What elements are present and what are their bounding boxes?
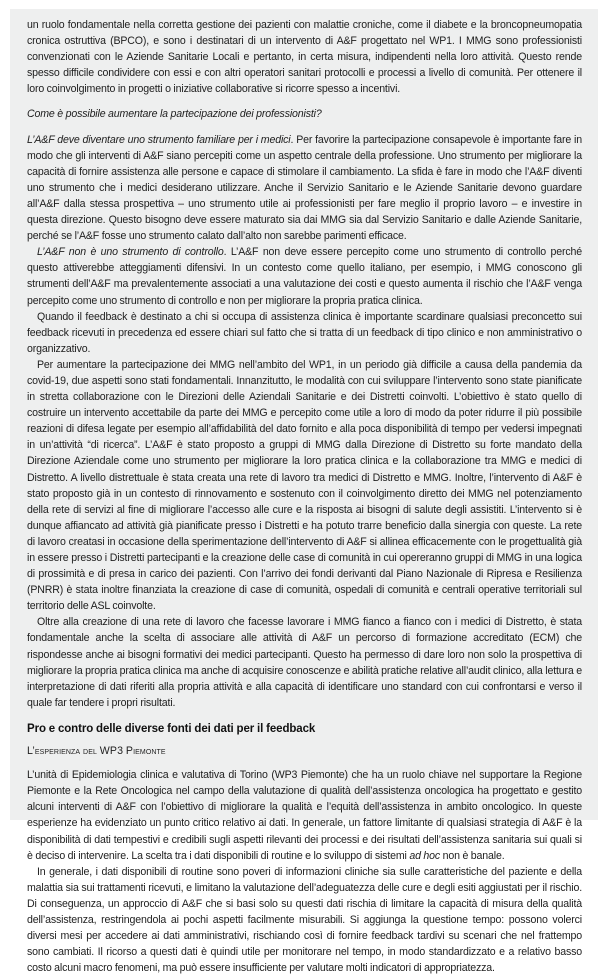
document-body <box>27 17 582 976</box>
paragraph-lead: L’A&F non è uno strumento di controllo <box>37 246 224 259</box>
paragraph-italic: ad hoc <box>409 849 441 862</box>
paragraph-routine-data: In generale, i dati disponibili di routine sono poveri di informazioni cliniche sia sulle caratteristiche del paziente e della malattia sia sui trattamenti ricevuti, e limitano la valutazione dell’adeguatezza delle cure e degli esiti aggiustati per il rischio. Di conseguenza, un approccio di A&F che si basi solo su questi dati rischia di limitare la capacità di misura della qualità dell’assistenza, restringendola ai pochi aspetti facilmente misurabili. Si aggiunga la questione tempo: possono volerci diversi mesi per accedere ai dati amministrativi, rischiando così di fornire feedback tardivi su scenari che nel frattempo sono cambiati. Il ricorso a questi dati è quindi utile per monitorare nel tempo, in modo standardizzato e a relativo basso costo alcuni macro fenomeni, ma può essere insufficiente per valutare molti indicatori di appropriatezza. <box>27 865 582 975</box>
paragraph-not-control-tool <box>27 244 582 308</box>
paragraph-text: . L’A&F non deve essere percepito come uno strumento di controllo perché questo attiverebbe atteggiamenti difensivi. In un contesto come quello italiano, per esempio, i MMG conoscono gli strumenti dell’A&F ma prevalentemente associati a una valutazione dei costi e questo aumenta il rischio che l’A&F venga percepito come uno strumento di controllo e non per migliorare la propria pratica clinica. <box>27 246 582 307</box>
question-heading: Come è possibile aumentare la partecipazione dei professionisti? <box>27 108 322 121</box>
section-heading: Pro e contro delle diverse fonti dei dati per il feedback <box>27 722 316 735</box>
paragraph-participation-wp1: Per aumentare la partecipazione dei MMG nell’ambito del WP1, in un periodo già difficile a causa della pandemia da covid-19, due aspetti sono stati fondamentali. Innanzitutto, le modalità con cui sviluppare l’intervento sono state pianificate in stretta collaborazione con le Direzioni delle Aziendali Sanitarie e dei Distretti coinvolti. L’obiettivo è stato quello di costruire un intervento accettabile da parte dei MMG e percepito come utile a loro di modo da poter ridurre il più possibile reazioni di difesa legate per esempio all’affidabilità del dato fornito e alla poca disponibilità di tempo per vedersi impegnati in un’attività “di ricerca”. L’A&F è stato proposto a gruppi di MMG dalla Direzione di Distretto su forte mandato della Direzione Aziendale come uno strumento per migliorare la loro pratica clinica e la collaborazione tra MMG e medici di Distretto. A livello distrettuale è stata creata una rete di lavoro tra medici di Distretto e MMG. Inoltre, l’intervento di A&F è stato proposto già in un contesto di rinnovamento e sostenuto con il coinvolgimento diretto dei MMG nel potenziamento della rete di servizi al fine di migliorare l’accesso alle cure e la risposta ai bisogni di salute degli assistiti. L’intervento si è dunque affiancato ad attività già pianificate presso i Distretti e ha potuto trarre beneficio dalla sinergia con queste. La rete di lavoro creatasi in occasione della sperimentazione dell’intervento di A&F si allinea efficacemente con le progettualità già in essere presso i Distretti partecipanti e la creazione delle case di comunità in cui opereranno gruppi di MMG in una logica di prossimità e di presa in carico dei pazienti. Con l’arrivo dei fondi derivanti dal Piano Nazionale di Ripresa e Resilienza (PNRR) è stata inoltre finanziata la creazione di case di comunità, ospedali di comunità e centrali operative territoriali sul territorio delle ASL coinvolte. <box>27 358 582 613</box>
paragraph-text: non è banale. <box>440 849 505 862</box>
paragraph-text: . Per favorire la partecipazione consapevole è importante fare in modo che gli interventi di A&F siano percepiti come un aspetto centrale della professione. Uno strumento per migliorare la capacità di fornire assistenza alle persone e capace di stimolare il cambiamento. La sfida è fare in modo che l’A&F diventi uno strumento che i medici desiderano utilizzare. Anche il Servizio Sanitario e le Aziende Sanitarie devono guardare all’A&F dalla stessa prospettiva – uno strumento utile ai professionisti per fare meglio il proprio lavoro – e investire in questa direzione. Questo bisogno deve essere maturato sia dai MMG sia dal Servizio Sanitario e dalle Aziende Sanitarie, perché se l’A&F fosse uno strumento calato dall’alto non sarebbe parimenti efficace. <box>27 133 582 243</box>
paragraph-wp3-piemonte <box>27 767 582 864</box>
paragraph-clinical-feedback: Quando il feedback è destinato a chi si occupa di assistenza clinica è importante scardinare qualsiasi preconcetto sui feedback ricevuti in precedenza ed essere chiari sul fatto che si tratta di un feedback di tipo clinico e non amministrativo o organizzativo. <box>27 310 582 355</box>
intro-paragraph: un ruolo fondamentale nella corretta gestione dei pazienti con malattie croniche, come il diabete e la broncopneumopatia cronica ostruttiva (BPCO), e sono i destinatari di un intervento di A&F progettato nel WP1. I MMG sono professionisti convenzionati con le Aziende Sanitarie Locali e pertanto, in certa misura, indipendenti nella loro attività. Questo rende spesso difficile condividere con essi e con altri operatori sanitari protocolli e processi a livello di comunità. Per ottenere il loro coinvolgimento in progetti o iniziative collaborative si ricorre spesso a incentivi. <box>27 19 582 96</box>
paragraph-lead: L’A&F deve diventare uno strumento familiare per i medici <box>27 133 291 146</box>
paragraph-training-ecm: Oltre alla creazione di una rete di lavoro che facesse lavorare i MMG fianco a fianco con i medici di Distretto, è stata fondamentale anche la scelta di associare alle attività di A&F un percorso di formazione accreditato (ECM) che rispondesse anche ai bisogni formativi dei medici partecipanti. Questo ha permesso di dare loro non solo la prospettiva di migliorare la propria pratica clinica ma anche di acquisire conoscenze e abilità pratiche relative all’audit clinico, alla lettura e interpretazione di dati riferiti alla propria attività e alla capacità di identificare uno standard con cui confrontarsi e verso il quale far tendere i propri risultati. <box>27 616 582 709</box>
paragraph-familiar-tool <box>27 132 582 245</box>
paragraph-text: L’unità di Epidemiologia clinica e valutativa di Torino (WP3 Piemonte) che ha un ruolo chiave nel supportare la Regione Piemonte e la Rete Oncologica nel campo della valutazione di qualità dell’assistenza oncologica ha progettato e gestito alcuni interventi di A&F con l’obiettivo di migliorare la qualità e l’equità dell’assistenza in ambito oncologico. In queste esperienze ha evidenziato un punto critico relativo ai dati. In generale, un fattore limitante di qualsiasi strategia di A&F è la disponibilità di dati tempestivi e credibili sugli aspetti rilevanti dei processi e dei risultati dell’assistenza sanitaria sui quali si è deciso di intervenire. La scelta tra i dati disponibili di routine e lo sviluppo di sistemi <box>27 769 582 862</box>
subsection-heading: L’esperienza del WP3 Piemonte <box>27 745 166 758</box>
document-box <box>10 9 598 975</box>
